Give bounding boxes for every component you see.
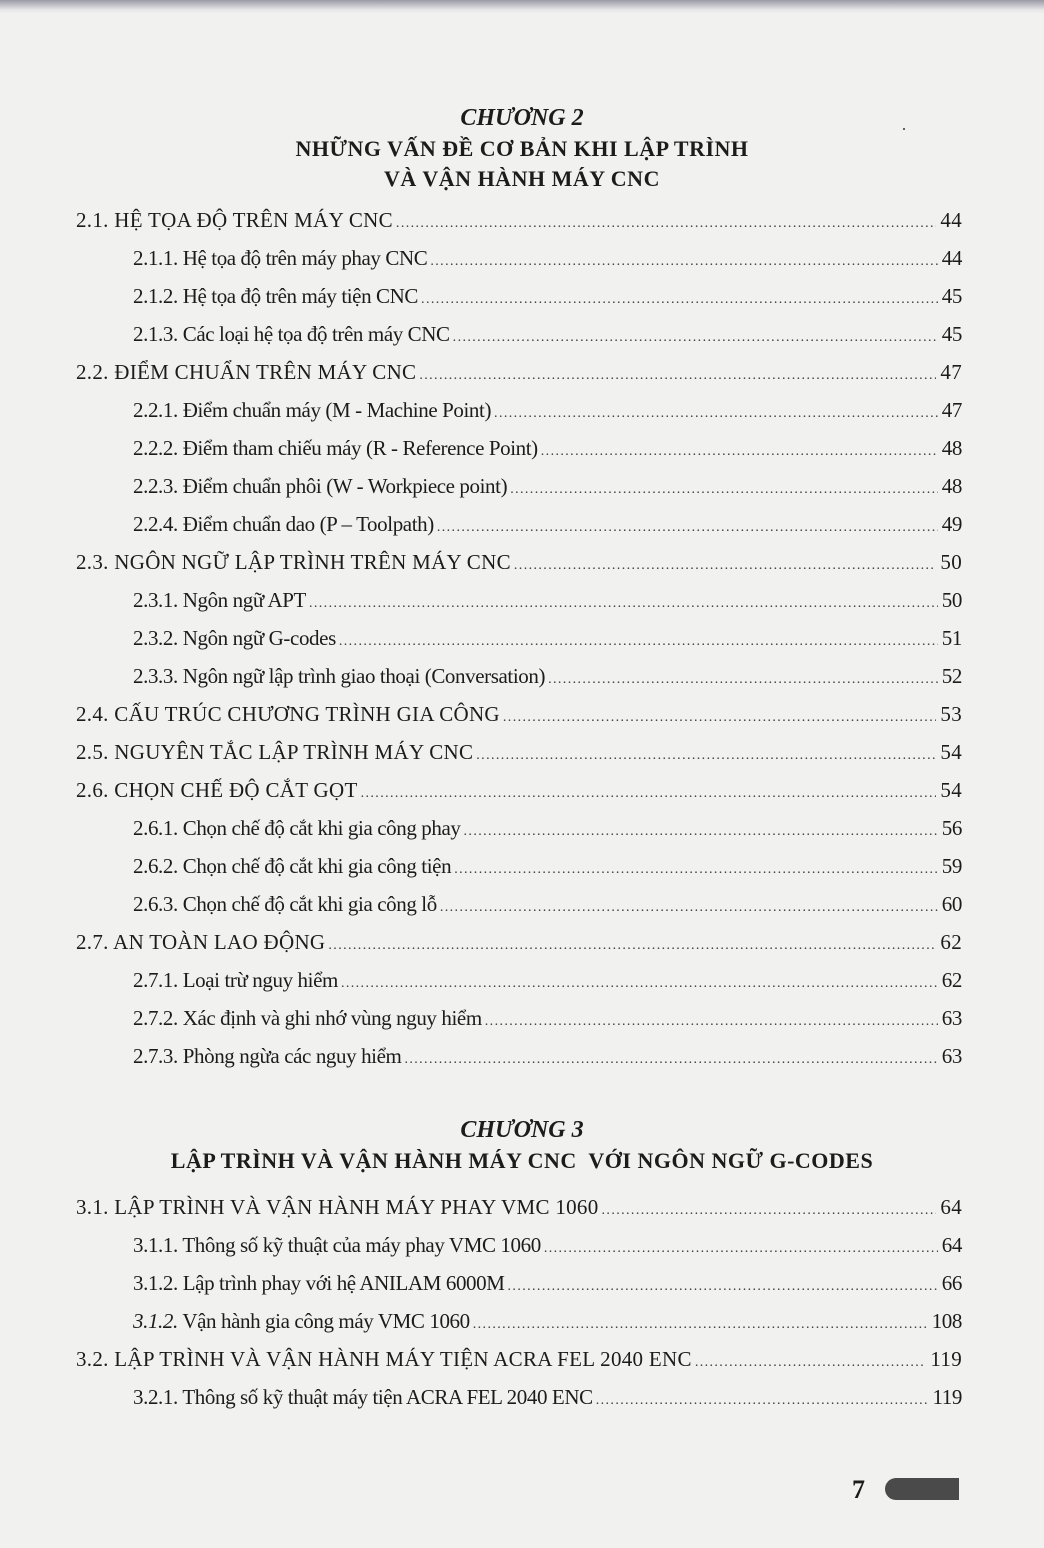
toc-entry-page: 54 bbox=[940, 740, 962, 764]
toc-entry-number: 3.1.2. bbox=[133, 1271, 178, 1295]
toc-entry[interactable] bbox=[133, 469, 962, 503]
toc-entry-title: Ngôn ngữ G-codes bbox=[182, 626, 336, 650]
toc-entry-number: 2.7. bbox=[76, 930, 109, 954]
toc-entry[interactable] bbox=[76, 735, 962, 769]
toc-entry-title: AN TOÀN LAO ĐỘNG bbox=[113, 930, 326, 954]
toc-entry-number: 2.4. bbox=[76, 702, 109, 726]
toc-entry[interactable] bbox=[133, 1380, 962, 1414]
toc-entry-title: Ngôn ngữ APT bbox=[182, 588, 306, 612]
toc-entry[interactable] bbox=[133, 431, 962, 465]
chapter-label: CHƯƠNG 3 bbox=[460, 1117, 584, 1143]
toc-leader bbox=[596, 1384, 929, 1418]
toc-entry-title: Điểm chuẩn dao (P – Toolpath) bbox=[182, 512, 434, 536]
toc-entry-page: 44 bbox=[940, 208, 962, 232]
toc-entry[interactable] bbox=[133, 849, 962, 883]
toc-entry-page: 48 bbox=[941, 436, 962, 460]
toc-entry-number: 2.2. bbox=[76, 360, 109, 384]
toc-entry-number: 2.2.1. bbox=[133, 398, 178, 422]
toc-leader bbox=[341, 967, 938, 1001]
toc-entry-number: 2.3.3. bbox=[133, 664, 178, 688]
toc-entry-page: 119 bbox=[932, 1385, 962, 1409]
toc-entry-title: Loại trừ nguy hiểm bbox=[182, 968, 338, 992]
toc-leader bbox=[309, 587, 938, 621]
toc-entry-title: Lập trình phay với hệ ANILAM 6000M bbox=[182, 1271, 505, 1295]
toc-entry-page: 63 bbox=[941, 1044, 962, 1068]
toc-entry-title: HỆ TỌA ĐỘ TRÊN MÁY CNC bbox=[114, 208, 393, 232]
toc-entry-title: Thông số kỹ thuật của máy phay VMC 1060 bbox=[182, 1233, 541, 1257]
toc-entry-title: LẬP TRÌNH VÀ VẬN HÀNH MÁY PHAY VMC 1060 bbox=[114, 1195, 599, 1219]
toc-entry-page: 47 bbox=[940, 360, 962, 384]
toc-entry-number: 2.2.2. bbox=[133, 436, 178, 460]
toc-entry[interactable] bbox=[133, 659, 962, 693]
toc-leader bbox=[473, 1308, 928, 1342]
toc-entry[interactable] bbox=[133, 393, 962, 427]
toc-entry[interactable] bbox=[133, 583, 962, 617]
page-tab-marker bbox=[885, 1478, 959, 1500]
toc-entry-number: 3.2.1. bbox=[133, 1385, 178, 1409]
toc-entry[interactable] bbox=[133, 811, 962, 845]
toc-leader bbox=[430, 245, 937, 279]
toc-entry[interactable] bbox=[76, 355, 962, 389]
chapter-2-heading bbox=[0, 102, 1044, 194]
toc-leader bbox=[510, 473, 938, 507]
toc-entry-title: Vận hành gia công máy VMC 1060 bbox=[182, 1309, 470, 1333]
toc-entry-page: 62 bbox=[941, 968, 962, 992]
toc-entry-title: Hệ tọa độ trên máy phay CNC bbox=[182, 246, 428, 270]
toc-leader bbox=[464, 815, 938, 849]
toc-entry-number: 2.6.3. bbox=[133, 892, 178, 916]
toc-leader bbox=[440, 891, 938, 925]
toc-leader bbox=[396, 207, 936, 241]
toc-entry[interactable] bbox=[133, 1039, 962, 1073]
chapter-label: CHƯƠNG 2 bbox=[460, 105, 584, 131]
chapter-3-heading bbox=[0, 1114, 1044, 1176]
toc-entry[interactable] bbox=[133, 1266, 962, 1300]
toc-entry[interactable] bbox=[133, 1304, 962, 1338]
toc-leader bbox=[453, 321, 938, 355]
toc-entry-number: 2.6.1. bbox=[133, 816, 178, 840]
toc-entry-title: Chọn chế độ cắt khi gia công phay bbox=[182, 816, 461, 840]
toc-entry-title: Hệ tọa độ trên máy tiện CNC bbox=[182, 284, 419, 308]
toc-entry[interactable] bbox=[76, 697, 962, 731]
toc-leader bbox=[421, 283, 938, 317]
toc-entry[interactable] bbox=[76, 203, 962, 237]
toc-entry-page: 48 bbox=[941, 474, 962, 498]
toc-entry[interactable] bbox=[133, 241, 962, 275]
toc-entry-title: Chọn chế độ cắt khi gia công lỗ bbox=[182, 892, 437, 916]
toc-entry-number: 2.1.2. bbox=[133, 284, 178, 308]
toc-entry-number: 2.1.3. bbox=[133, 322, 178, 346]
toc-leader bbox=[541, 435, 938, 469]
toc-leader bbox=[339, 625, 938, 659]
toc-entry-number: 2.7.2. bbox=[133, 1006, 178, 1030]
toc-entry-number: 2.3.2. bbox=[133, 626, 178, 650]
toc-entry[interactable] bbox=[76, 545, 962, 579]
toc-entry-number: 2.6.2. bbox=[133, 854, 178, 878]
toc-entry-number: 2.7.1. bbox=[133, 968, 178, 992]
toc-entry[interactable] bbox=[133, 1001, 962, 1035]
toc-entry-number: 3.1. bbox=[76, 1195, 109, 1219]
toc-entry-number: 2.6. bbox=[76, 778, 109, 802]
toc-leader bbox=[328, 929, 936, 963]
toc-entry-title: Điểm chuẩn máy (M - Machine Point) bbox=[182, 398, 492, 422]
toc-entry-title: Điểm tham chiếu máy (R - Reference Point) bbox=[182, 436, 538, 460]
toc-entry-page: 108 bbox=[931, 1309, 962, 1333]
toc-leader bbox=[476, 739, 936, 773]
chapter-title-line: NHỮNG VẤN ĐỀ CƠ BẢN KHI LẬP TRÌNH bbox=[295, 136, 749, 161]
toc-entry-title: Thông số kỹ thuật máy tiện ACRA FEL 2040 ENC bbox=[182, 1385, 593, 1409]
chapter-title-line: LẬP TRÌNH VÀ VẬN HÀNH MÁY CNC VỚI NGÔN NGỮ G-CODES bbox=[170, 1148, 874, 1173]
toc-entry-number: 2.7.3. bbox=[133, 1044, 178, 1068]
toc-entry-page: 119 bbox=[930, 1347, 962, 1371]
toc-entry-page: 60 bbox=[941, 892, 962, 916]
toc-entry-page: 54 bbox=[940, 778, 962, 802]
toc-entry[interactable] bbox=[76, 1190, 962, 1224]
toc-leader bbox=[454, 853, 938, 887]
toc-entry[interactable] bbox=[76, 1342, 962, 1376]
toc-entry[interactable] bbox=[133, 963, 962, 997]
toc-entry[interactable] bbox=[76, 925, 962, 959]
toc-entry-title: NGUYÊN TẮC LẬP TRÌNH MÁY CNC bbox=[114, 740, 474, 764]
toc-entry-title: ĐIỂM CHUẨN TRÊN MÁY CNC bbox=[114, 360, 417, 384]
toc-entry-page: 59 bbox=[941, 854, 962, 878]
toc-entry-title: CHỌN CHẾ ĐỘ CẮT GỌT bbox=[114, 778, 358, 802]
toc-leader bbox=[494, 397, 938, 431]
toc-entry[interactable] bbox=[133, 279, 962, 313]
toc-leader bbox=[419, 359, 936, 393]
toc-entry-page: 47 bbox=[941, 398, 962, 422]
toc-entry-number: 2.2.4. bbox=[133, 512, 178, 536]
toc-entry-number: 2.5. bbox=[76, 740, 109, 764]
toc-leader bbox=[508, 1270, 938, 1304]
toc-leader bbox=[404, 1043, 937, 1077]
toc-leader bbox=[602, 1194, 937, 1228]
toc-entry-title: Phòng ngừa các nguy hiểm bbox=[182, 1044, 402, 1068]
page-number: 7 bbox=[852, 1475, 865, 1504]
toc-entry-title: Chọn chế độ cắt khi gia công tiện bbox=[182, 854, 452, 878]
toc-entry-title: Xác định và ghi nhớ vùng nguy hiểm bbox=[182, 1006, 482, 1030]
toc-entry-page: 50 bbox=[940, 550, 962, 574]
toc-leader bbox=[695, 1346, 927, 1380]
toc-leader bbox=[503, 701, 936, 735]
toc-leader bbox=[548, 663, 938, 697]
toc-entry-page: 62 bbox=[940, 930, 962, 954]
toc-entry[interactable] bbox=[133, 887, 962, 921]
toc-entry-number: 3.1.1. bbox=[133, 1233, 178, 1257]
toc-leader bbox=[437, 511, 938, 545]
toc-entry[interactable] bbox=[133, 507, 962, 541]
toc-entry-page: 56 bbox=[941, 816, 962, 840]
toc-entry-title: NGÔN NGỮ LẬP TRÌNH TRÊN MÁY CNC bbox=[114, 550, 511, 574]
toc-entry-number: 2.2.3. bbox=[133, 474, 178, 498]
toc-entry[interactable] bbox=[133, 621, 962, 655]
toc-entry-page: 50 bbox=[941, 588, 962, 612]
toc-entry-page: 63 bbox=[941, 1006, 962, 1030]
toc-entry-page: 53 bbox=[940, 702, 962, 726]
toc-entry-page: 64 bbox=[941, 1233, 962, 1257]
toc-entry-page: 44 bbox=[941, 246, 962, 270]
chapter-title-line: VÀ VẬN HÀNH MÁY CNC bbox=[384, 166, 660, 191]
toc-entry-number: 2.1. bbox=[76, 208, 109, 232]
toc-entry-number: 3.1.2. bbox=[133, 1309, 178, 1333]
toc-entry-number: 2.1.1. bbox=[133, 246, 178, 270]
toc-leader bbox=[485, 1005, 938, 1039]
toc-entry-title: CẤU TRÚC CHƯƠNG TRÌNH GIA CÔNG bbox=[114, 702, 500, 726]
toc-entry-title: LẬP TRÌNH VÀ VẬN HÀNH MÁY TIỆN ACRA FEL 2040 ENC bbox=[114, 1347, 692, 1371]
toc-entry-title: Ngôn ngữ lập trình giao thoại (Conversation) bbox=[182, 664, 546, 688]
toc-entry-page: 64 bbox=[940, 1195, 962, 1219]
toc-leader bbox=[544, 1232, 938, 1266]
toc-entry-number: 2.3. bbox=[76, 550, 109, 574]
toc-entry-title: Điểm chuẩn phôi (W - Workpiece point) bbox=[182, 474, 508, 498]
toc-entry-page: 45 bbox=[941, 284, 962, 308]
toc-entry-page: 45 bbox=[941, 322, 962, 346]
toc-entry-number: 3.2. bbox=[76, 1347, 109, 1371]
toc-entry-page: 49 bbox=[941, 512, 962, 536]
toc-leader bbox=[514, 549, 937, 583]
toc-entry-page: 51 bbox=[941, 626, 962, 650]
toc-entry-number: 2.3.1. bbox=[133, 588, 178, 612]
toc-entry-page: 66 bbox=[941, 1271, 962, 1295]
toc-entry[interactable] bbox=[76, 773, 962, 807]
toc-leader bbox=[361, 777, 937, 811]
toc-entry[interactable] bbox=[133, 317, 962, 351]
toc-entry[interactable] bbox=[133, 1228, 962, 1262]
toc-entry-page: 52 bbox=[941, 664, 962, 688]
toc-entry-title: Các loại hệ tọa độ trên máy CNC bbox=[182, 322, 450, 346]
